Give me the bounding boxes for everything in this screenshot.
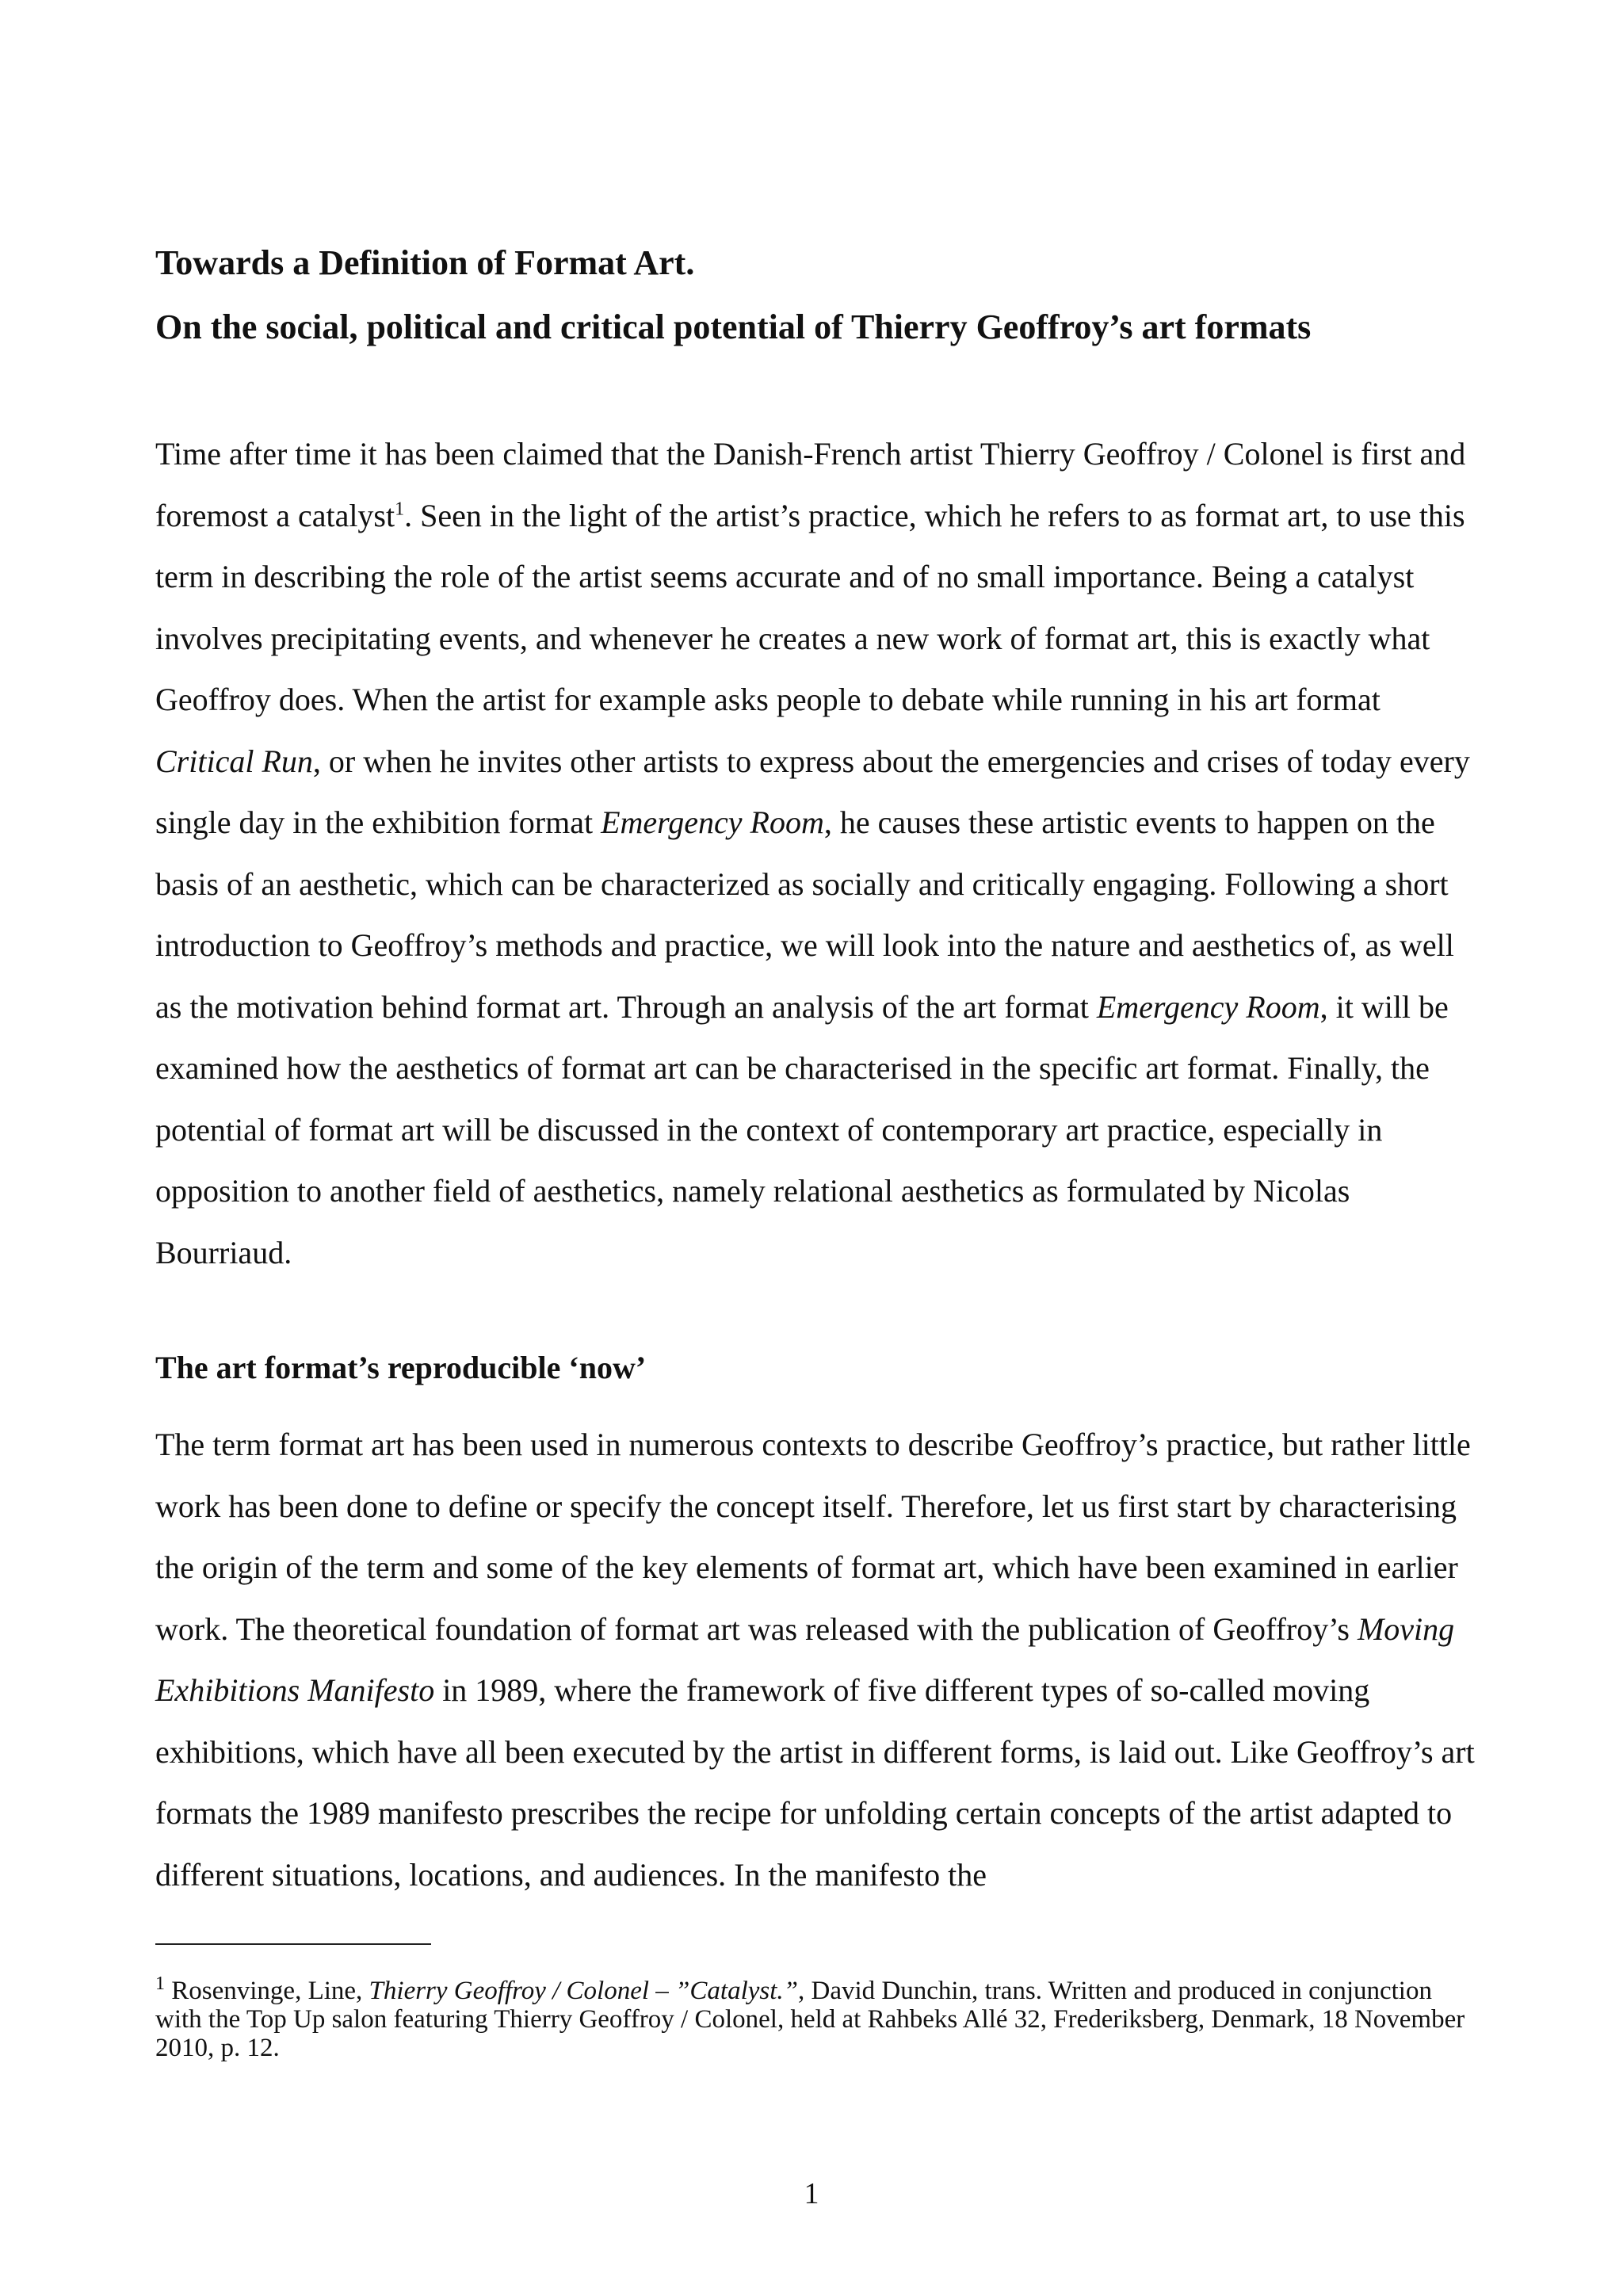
intro-text-3: , or when he invites other artists to express about the emergencies and crises of today every single day in the exhibition format — [155, 743, 1470, 840]
intro-paragraph — [155, 423, 1487, 1283]
intro-text-4: , he causes these artistic events to happen on the basis of an aesthetic, which can be characterized as socially and critically engaging. Following a short introduction to Geoffroy’s methods and practice, we will look into the nature and aesthetics of, as well as the motivation behind format art. Through an analysis of the art format — [155, 804, 1454, 1025]
section-text-2: in 1989, where the framework of five different types of so-called moving exhibitions, which have all been executed by the artist in different forms, is laid out. Like Geoffroy’s art formats the 1989 manifesto prescribes the recipe for unfolding certain concepts of the artist adapted to different situations, locations, and audiences. In the manifesto the — [155, 1672, 1475, 1893]
footnote-separator — [155, 1943, 431, 1945]
section-paragraph — [155, 1414, 1487, 1905]
footnote-work-title: Thierry Geoffroy / Colonel – ”Catalyst.” — [369, 1977, 799, 2005]
title-line-1: Towards a Definition of Format Art. — [155, 243, 695, 282]
section-text-1: The term format art has been used in numerous contexts to describe Geoffroy’s practice, but rather little work has been done to define or specify the concept itself. Therefore, let us first start by characterising the origin of the term and some of the key elements of format art, which have been examined in earlier work. The theoretical foundation of format art was released with the publication of Geoffroy’s — [155, 1427, 1471, 1647]
section-heading: The art format’s reproducible ‘now’ — [155, 1350, 647, 1385]
footnote-text-1: Rosenvinge, Line, — [165, 1977, 369, 2005]
emergency-room-title-2: Emergency Room — [1096, 988, 1320, 1025]
footnote-number: 1 — [155, 1973, 165, 1994]
emergency-room-title: Emergency Room — [601, 804, 824, 840]
page-number: 1 — [804, 2177, 819, 2210]
intro-text-2: . Seen in the light of the artist’s practice, which he refers to as format art, to use this term in describing the role of the artist seems accurate and of no small importance. Being a catalyst involves precipitating events, and whenever he creates a new work of format art, this is exactly what Geoffroy does. When the artist for example asks people to debate while running in his art format — [155, 497, 1465, 717]
intro-text-1: Time after time it has been claimed that the Danish-French artist Thierry Geoffroy / Colonel is first and foremost a catalyst — [155, 436, 1466, 533]
footnote-text-2: , David Dunchin, trans. Written and produced in conjunction with the Top Up salon featuring Thierry Geoffroy / Colonel, held at Rahbeks Allé 32, Frederiksberg, Denmark, 18 November 2010, p. 12. — [155, 1977, 1465, 2062]
manifesto-title: Moving Exhibitions Manifesto — [155, 1610, 1455, 1708]
footnote-reference[interactable]: 1 — [395, 499, 405, 520]
title-line-2: On the social, political and critical potential of Thierry Geoffroy’s art formats — [155, 308, 1312, 346]
footnote — [155, 1973, 1471, 2062]
critical-run-title: Critical Run — [155, 743, 313, 779]
intro-text-5: , it will be examined how the aesthetics of format art can be characterised in the specific art format. Finally, the potential of format art will be discussed in the context of contemporary art practice, especially in opposition to another field of aesthetics, namely relational aesthetics as formulated by Nicolas Bourriaud. — [155, 988, 1449, 1270]
